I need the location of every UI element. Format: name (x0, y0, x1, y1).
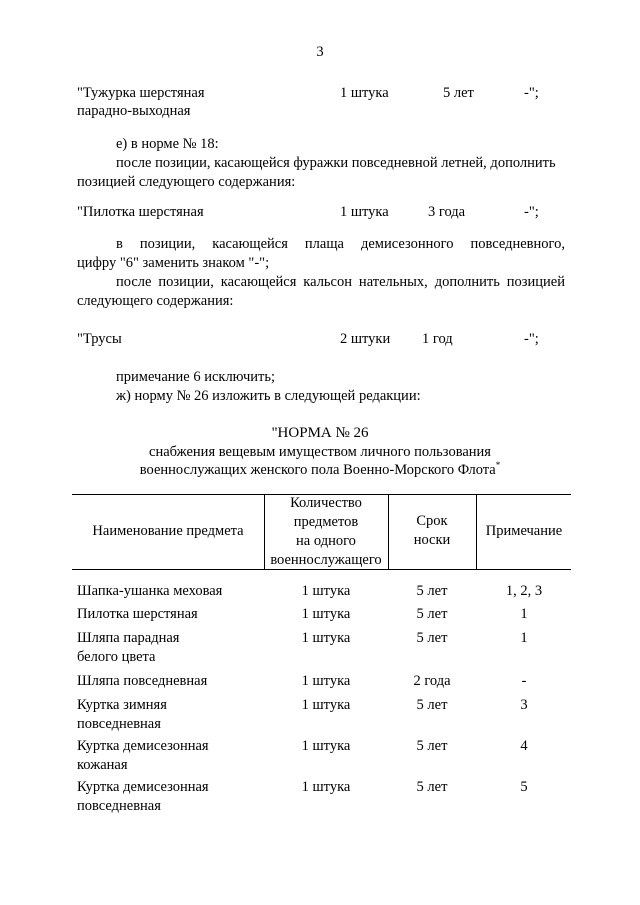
page-number: 3 (316, 44, 324, 60)
row-term: 5 лет (416, 583, 448, 599)
entry-pilotka-note: -"; (524, 204, 539, 220)
entry-pilotka-term: 3 года (428, 204, 466, 220)
entry-pilotka-qty: 1 штука (340, 204, 389, 220)
entry-tuzhurka-qty: 1 штука (340, 85, 389, 101)
row-term: 5 лет (416, 606, 448, 622)
header-note: Примечание (485, 523, 563, 539)
row-note: 5 (520, 779, 528, 795)
header-term-line: носки (413, 532, 451, 548)
row-qty: 1 штука (301, 630, 351, 646)
row-name-cont: белого цвета (77, 649, 156, 665)
row-name: Куртка демисезонная (77, 779, 209, 795)
header-qty-line: военнослужащего (270, 552, 382, 568)
row-name: Куртка зимняя (77, 697, 167, 713)
para-kalson-line2: следующего содержания: (77, 293, 234, 309)
entry-tuzhurka-term: 5 лет (443, 85, 474, 101)
row-name: Шляпа повседневная (77, 673, 208, 689)
row-qty: 1 штука (301, 606, 351, 622)
header-term-line: Срок (416, 513, 448, 529)
row-name-cont: повседневная (77, 798, 161, 814)
row-note: 4 (520, 738, 528, 754)
para-zh: ж) норму № 26 изложить в следующей редакции: (116, 388, 421, 404)
para-note6: примечание 6 исключить; (116, 369, 275, 385)
row-name: Шляпа парадная (77, 630, 180, 646)
row-term: 5 лет (416, 738, 448, 754)
row-name-cont: повседневная (77, 716, 161, 732)
entry-pilotka-name: "Пилотка шерстяная (77, 204, 204, 220)
footnote-mark: * (495, 460, 501, 471)
row-term: 5 лет (416, 779, 448, 795)
row-note: 1 (520, 606, 528, 622)
entry-tuzhurka-note: -"; (524, 85, 539, 101)
row-qty: 1 штука (301, 779, 351, 795)
norm-subtitle-line1: снабжения вещевым имуществом личного пользования (149, 444, 491, 460)
norm-subtitle-line2: военнослужащих женского пола Военно-Морского Флота* (139, 460, 501, 478)
norm-title: "НОРМА № 26 (271, 425, 369, 441)
header-qty (264, 494, 388, 570)
row-name: Шапка-ушанка меховая (77, 583, 223, 599)
row-note: 1 (520, 630, 528, 646)
para-e-line2: позицией следующего содержания: (77, 174, 296, 190)
para-e-heading: е) в норме № 18: (116, 136, 219, 152)
header-name: Наименование предмета (92, 523, 244, 539)
row-name: Куртка демисезонная (77, 738, 209, 754)
para-e-line1: после позиции, касающейся фуражки повседневной летней, дополнить (116, 155, 556, 171)
para-plashch-line2: цифру "6" заменить знаком "-"; (77, 255, 270, 271)
row-qty: 1 штука (301, 583, 351, 599)
header-qty-line: предметов (293, 514, 359, 530)
row-term: 5 лет (416, 697, 448, 713)
row-qty: 1 штука (301, 673, 351, 689)
para-kalson-line1: после позиции, касающейся кальсон нательных, дополнить позицией (116, 274, 565, 290)
row-note: 1, 2, 3 (505, 583, 543, 599)
para-plashch-line1: в позиции, касающейся плаща демисезонного повседневного, (116, 236, 565, 252)
row-term: 2 года (413, 673, 451, 689)
row-name: Пилотка шерстяная (77, 606, 198, 622)
row-term: 5 лет (416, 630, 448, 646)
entry-trusy-qty: 2 штуки (340, 331, 391, 347)
entry-tuzhurka-name-line1: "Тужурка шерстяная (77, 85, 205, 101)
entry-trusy-note: -"; (524, 331, 539, 347)
row-qty: 1 штука (301, 697, 351, 713)
row-note: - (521, 673, 527, 689)
row-note: 3 (520, 697, 528, 713)
row-qty: 1 штука (301, 738, 351, 754)
entry-tuzhurka-name-line2: парадно-выходная (77, 103, 191, 119)
entry-trusy-name: "Трусы (77, 331, 122, 347)
row-name-cont: кожаная (77, 757, 128, 773)
header-qty-line: Количество (290, 495, 362, 511)
entry-trusy-term: 1 год (422, 331, 453, 347)
header-qty-line: на одного (296, 533, 356, 549)
header-term (388, 512, 476, 550)
